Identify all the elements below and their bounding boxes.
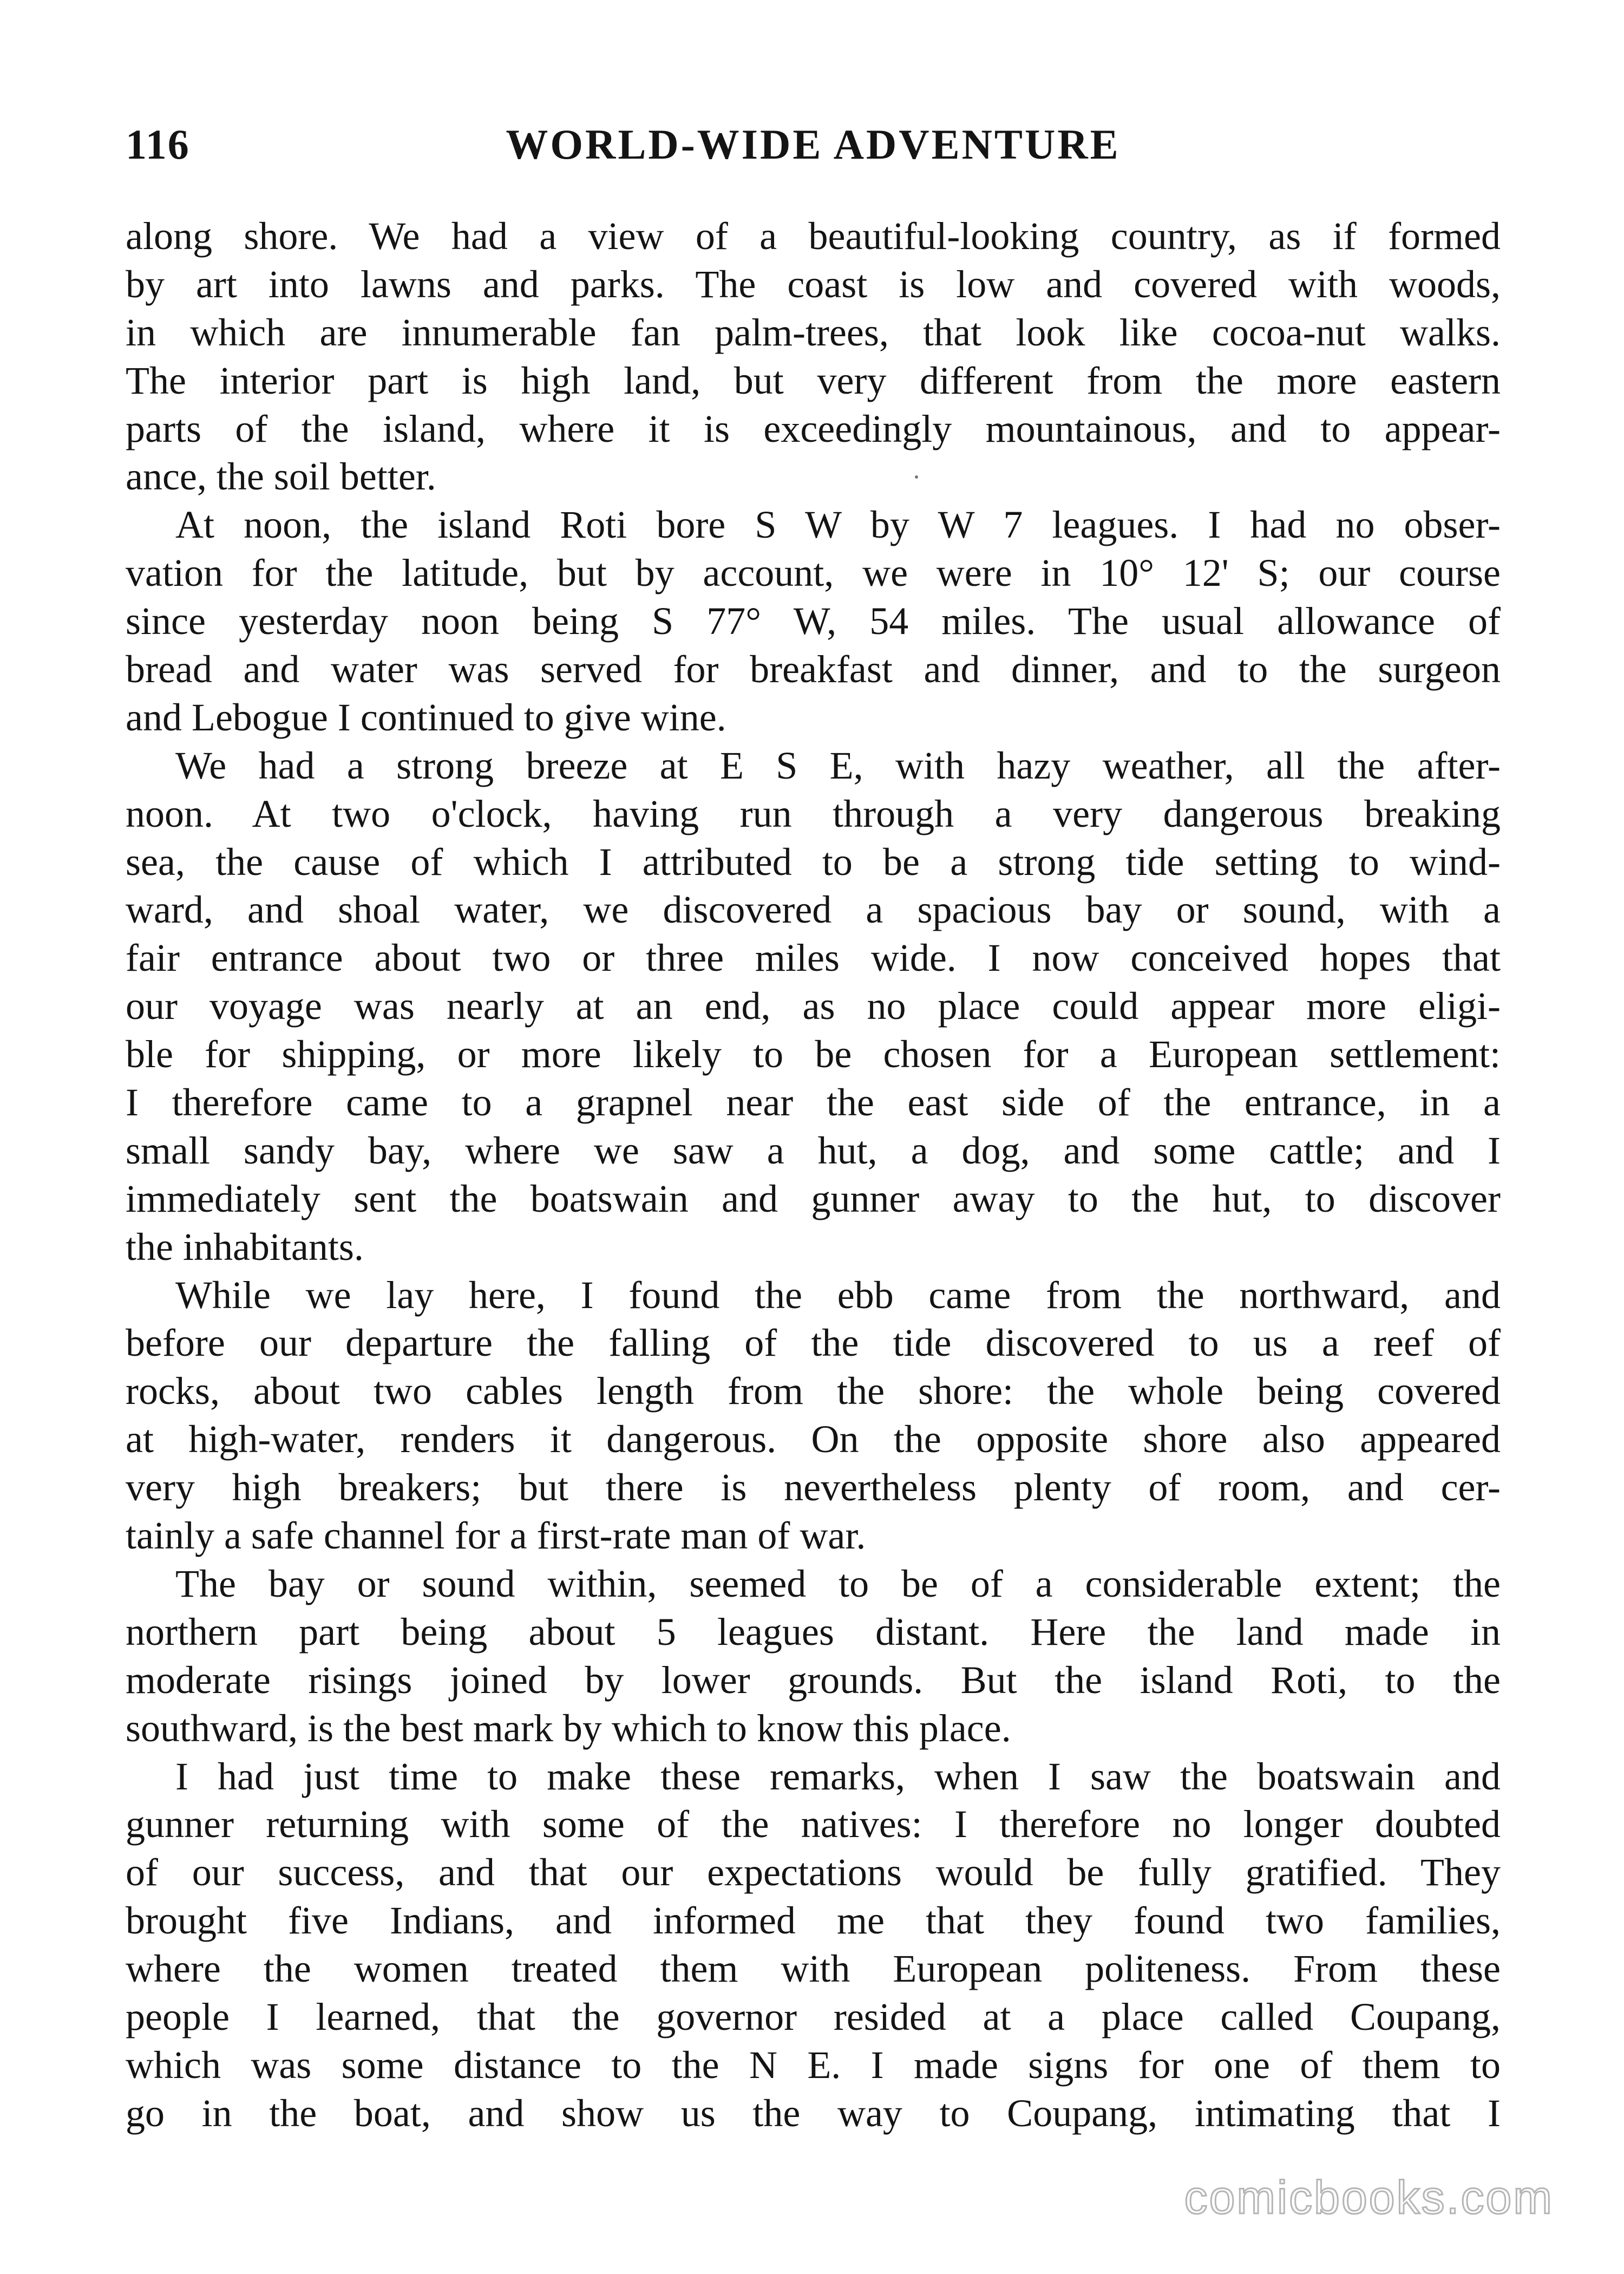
text-line: fair entrance about two or three miles wide. I now conceived hopes that [126, 936, 1501, 980]
text-line: small sandy bay, where we saw a hut, a dog, and some cattle; and I [126, 1128, 1501, 1172]
text-line: ble for shipping, or more likely to be chosen for a European settlement: [126, 1033, 1501, 1076]
text-line: vation for the latitude, but by account, we were in 10° 12' S; our course [126, 551, 1501, 595]
text-line: along shore. We had a view of a beautiful-looking country, as if formed [126, 214, 1501, 258]
text-line: people I learned, that the governor resided at a place called Coupang, [126, 1995, 1501, 2038]
watermark-logo: comicbooks.com [1184, 2172, 1554, 2224]
text-line: brought five Indians, and informed me that they found two families, [126, 1899, 1501, 1943]
text-line: noon. At two o'clock, having run through a very dangerous breaking [126, 792, 1501, 835]
text-line: gunner returning with some of the natives: I therefore no longer doubted [126, 1802, 1501, 1846]
text-line: At noon, the island Roti bore S W by W 7 leagues. I had no obser- [175, 503, 1501, 547]
text-line: go in the boat, and show us the way to Coupang, intimating that I [126, 2091, 1501, 2135]
text-line: which was some distance to the N E. I made signs for one of them to [126, 2043, 1501, 2087]
text-line: ward, and shoal water, we discovered a spacious bay or sound, with a [126, 888, 1501, 932]
text-line: at high-water, renders it dangerous. On the opposite shore also appeared [126, 1417, 1501, 1461]
text-line: bread and water was served for breakfast and dinner, and to the surgeon [126, 648, 1501, 691]
text-line: where the women treated them with European politeness. From these [126, 1947, 1501, 1991]
text-line: before our departure the falling of the tide discovered to us a reef of [126, 1321, 1501, 1365]
text-line: of our success, and that our expectations would be fully gratified. They [126, 1851, 1501, 1894]
text-line: northern part being about 5 leagues distant. Here the land made in [126, 1610, 1501, 1654]
print-speck [915, 475, 918, 479]
text-line: I had just time to make these remarks, when I saw the boatswain and [175, 1754, 1501, 1798]
paragraph [126, 742, 1501, 1271]
text-line: sea, the cause of which I attributed to be a strong tide setting to wind- [126, 840, 1501, 884]
paragraph [126, 1560, 1501, 1753]
text-line: tainly a safe channel for a first-rate man of war. [126, 1514, 866, 1558]
text-line: The bay or sound within, seemed to be of a considerable extent; the [175, 1561, 1501, 1605]
running-head: WORLD-WIDE ADVENTURE [506, 121, 1121, 168]
text-line: I therefore came to a grapnel near the east side of the entrance, in a [126, 1081, 1501, 1125]
body-text [126, 212, 1501, 2138]
text-line: very high breakers; but there is nevertheless plenty of room, and cer- [126, 1466, 1501, 1510]
paragraph [126, 501, 1501, 741]
text-line: immediately sent the boatswain and gunner away to the hut, to discover [126, 1177, 1501, 1220]
text-line: moderate risings joined by lower grounds. But the island Roti, to the [126, 1658, 1501, 1702]
text-line: since yesterday noon being S 77° W, 54 miles. The usual allowance of [126, 599, 1501, 643]
text-line: by art into lawns and parks. The coast is low and covered with woods, [126, 262, 1501, 306]
text-line: the inhabitants. [126, 1225, 364, 1269]
text-line: parts of the island, where it is exceedingly mountainous, and to appear- [126, 407, 1501, 450]
page-number: 116 [126, 121, 190, 168]
text-line: southward, is the best mark by which to know this place. [126, 1706, 1011, 1750]
text-line: The interior part is high land, but very different from the more eastern [126, 358, 1501, 402]
text-line: our voyage was nearly at an end, as no place could appear more eligi- [126, 984, 1501, 1028]
paragraph [126, 1753, 1501, 2138]
paragraph [126, 212, 1501, 501]
text-line: While we lay here, I found the ebb came from the northward, and [175, 1273, 1501, 1317]
page-header [126, 120, 1501, 180]
text-line: rocks, about two cables length from the shore: the whole being covered [126, 1369, 1501, 1413]
paragraph [126, 1271, 1501, 1560]
text-line: and Lebogue I continued to give wine. [126, 695, 726, 739]
text-line: in which are innumerable fan palm-trees, that look like cocoa-nut walks. [126, 310, 1501, 354]
text-line: ance, the soil better. [126, 455, 436, 499]
text-line: We had a strong breeze at E S E, with hazy weather, all the after- [175, 743, 1501, 787]
